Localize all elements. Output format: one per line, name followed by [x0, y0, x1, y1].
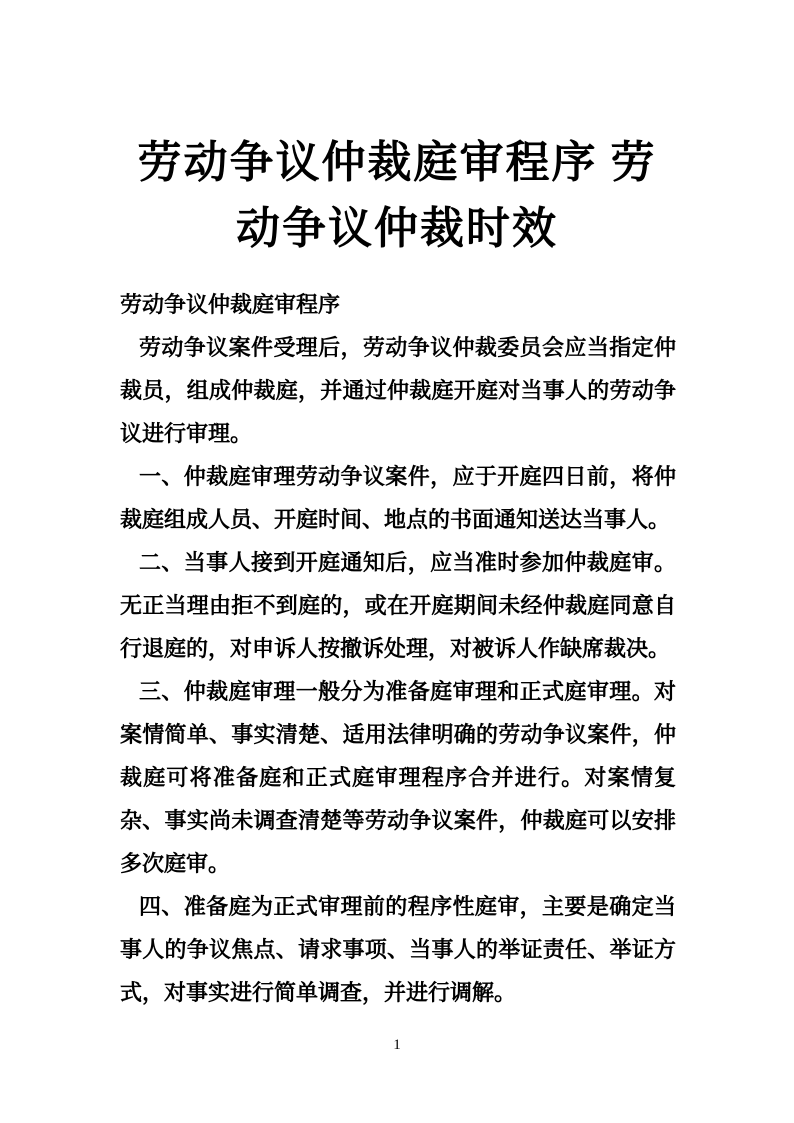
document-body — [120, 283, 676, 1014]
document-title-line-1: 劳动争议仲裁庭审程序 劳 — [137, 138, 657, 187]
paragraph-item-3: 三、仲裁庭审理一般分为准备庭审理和正式庭审理。对案情简单、事实清楚、适用法律明确的劳动争议案件，仲裁庭可将准备庭和正式庭审理程序合并进行。对案情复杂、事实尚未调查清楚等劳动争议案件，仲裁庭可以安排多次庭审。 — [120, 679, 676, 876]
page-footer — [0, 1036, 794, 1054]
document-title-line-2: 动争议仲裁时效 — [236, 204, 558, 253]
paragraph-intro: 劳动争议案件受理后，劳动争议仲裁委员会应当指定仲裁员，组成仲裁庭，并通过仲裁庭开庭对当事人的劳动争议进行审理。 — [120, 335, 676, 446]
paragraph-item-2: 二、当事人接到开庭通知后，应当准时参加仲裁庭审。无正当理由拒不到庭的，或在开庭期间未经仲裁庭同意自行退庭的，对申诉人按撤诉处理，对被诉人作缺席裁决。 — [120, 550, 676, 661]
document-title — [60, 130, 734, 262]
page-number: 1 — [393, 1037, 401, 1053]
section-heading: 劳动争议仲裁庭审程序 — [120, 292, 341, 317]
paragraph-item-1: 一、仲裁庭审理劳动争议案件，应于开庭四日前，将仲裁庭组成人员、开庭时间、地点的书面通知送达当事人。 — [120, 464, 676, 532]
paragraph-item-4: 四、准备庭为正式审理前的程序性庭审，主要是确定当事人的争议焦点、请求事项、当事人的举证责任、举证方式，对事实进行简单调查，并进行调解。 — [120, 894, 676, 1005]
